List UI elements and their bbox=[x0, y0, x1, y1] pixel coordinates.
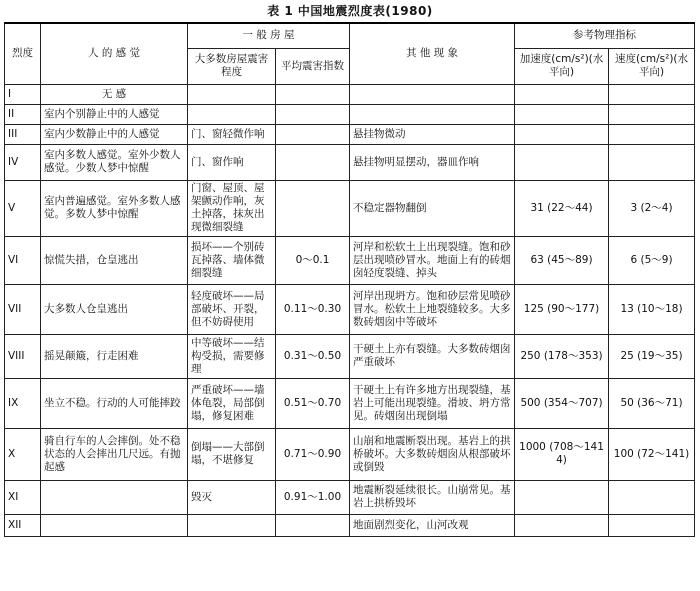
cell-damage: 门、窗作响 bbox=[188, 144, 276, 180]
cell-damage: 损坏——个别砖瓦掉落、墙体微细裂缝 bbox=[188, 236, 276, 284]
cell-accel: 1000 (708～1414) bbox=[515, 428, 609, 480]
cell-other: 山崩和地震断裂出现。基岩上的拱桥破坏。大多数砖烟囱从根部破坏或倒毁 bbox=[350, 428, 515, 480]
header-feeling: 人 的 感 觉 bbox=[41, 23, 188, 84]
cell-other: 河岸和松软土上出现裂缝。饱和砂层出现喷砂冒水。地面上有的砖烟囱轻度裂缝、掉头 bbox=[350, 236, 515, 284]
cell-feeling: 室内少数静止中的人感觉 bbox=[41, 124, 188, 144]
table-row bbox=[5, 480, 695, 514]
cell-intensity: VII bbox=[5, 284, 41, 334]
table-row bbox=[5, 236, 695, 284]
cell-feeling: 摇晃颠簸，行走困难 bbox=[41, 334, 188, 378]
cell-accel: 500 (354～707) bbox=[515, 378, 609, 428]
cell-intensity: III bbox=[5, 124, 41, 144]
cell-accel: 125 (90～177) bbox=[515, 284, 609, 334]
cell-velocity: 25 (19～35) bbox=[609, 334, 695, 378]
cell-damage bbox=[188, 514, 276, 536]
cell-index bbox=[276, 144, 350, 180]
cell-intensity: IV bbox=[5, 144, 41, 180]
cell-feeling: 惊慌失措，仓皇逃出 bbox=[41, 236, 188, 284]
cell-other bbox=[350, 84, 515, 104]
cell-accel bbox=[515, 514, 609, 536]
cell-feeling: 无 感 bbox=[41, 84, 188, 104]
cell-damage: 轻度破坏——局部破坏、开裂，但不妨碍使用 bbox=[188, 284, 276, 334]
cell-other: 地震断裂延续很长。山崩常见。基岩上拱桥毁坏 bbox=[350, 480, 515, 514]
cell-accel bbox=[515, 124, 609, 144]
cell-accel: 63 (45～89) bbox=[515, 236, 609, 284]
cell-index bbox=[276, 104, 350, 124]
cell-other: 悬挂物明显摆动，器皿作响 bbox=[350, 144, 515, 180]
cell-index bbox=[276, 124, 350, 144]
cell-velocity bbox=[609, 84, 695, 104]
cell-intensity: I bbox=[5, 84, 41, 104]
table-title: 表 1 中国地震烈度表(1980) bbox=[267, 4, 433, 18]
cell-damage bbox=[188, 104, 276, 124]
cell-velocity bbox=[609, 514, 695, 536]
cell-intensity: X bbox=[5, 428, 41, 480]
table-row bbox=[5, 180, 695, 236]
cell-intensity: V bbox=[5, 180, 41, 236]
cell-velocity bbox=[609, 104, 695, 124]
cell-damage: 毁灭 bbox=[188, 480, 276, 514]
cell-velocity: 6 (5～9) bbox=[609, 236, 695, 284]
cell-index: 0.71～0.90 bbox=[276, 428, 350, 480]
cell-other: 不稳定器物翻倒 bbox=[350, 180, 515, 236]
header-accel: 加速度(cm/s²)(水平向) bbox=[515, 48, 609, 84]
table-row bbox=[5, 104, 695, 124]
cell-index: 0～0.1 bbox=[276, 236, 350, 284]
cell-other: 地面剧烈变化，山河改观 bbox=[350, 514, 515, 536]
header-physical: 参考物理指标 bbox=[515, 23, 695, 48]
table-row bbox=[5, 334, 695, 378]
cell-intensity: VIII bbox=[5, 334, 41, 378]
cell-index bbox=[276, 514, 350, 536]
cell-damage: 门窗、屋顶、屋架颤动作响，灰土掉落，抹灰出现微细裂缝 bbox=[188, 180, 276, 236]
table-row bbox=[5, 514, 695, 536]
cell-accel bbox=[515, 144, 609, 180]
cell-velocity bbox=[609, 144, 695, 180]
cell-feeling bbox=[41, 514, 188, 536]
cell-damage: 中等破坏——结构受损，需要修理 bbox=[188, 334, 276, 378]
cell-intensity: XII bbox=[5, 514, 41, 536]
cell-intensity: II bbox=[5, 104, 41, 124]
intensity-table bbox=[4, 22, 695, 537]
cell-index: 0.91～1.00 bbox=[276, 480, 350, 514]
header-intensity: 烈度 bbox=[5, 23, 41, 84]
cell-damage: 倒塌——大部倒塌，不堪修复 bbox=[188, 428, 276, 480]
table-row bbox=[5, 124, 695, 144]
cell-other: 河岸出现坍方。饱和砂层常见喷砂冒水。松软土上地裂缝较多。大多数砖烟囱中等破坏 bbox=[350, 284, 515, 334]
cell-accel: 250 (178～353) bbox=[515, 334, 609, 378]
cell-feeling bbox=[41, 480, 188, 514]
cell-index: 0.11～0.30 bbox=[276, 284, 350, 334]
cell-accel: 31 (22～44) bbox=[515, 180, 609, 236]
cell-velocity: 3 (2～4) bbox=[609, 180, 695, 236]
cell-feeling: 室内多数人感觉。室外少数人感觉。少数人梦中惊醒 bbox=[41, 144, 188, 180]
header-houses: 一 般 房 屋 bbox=[188, 23, 350, 48]
cell-intensity: IX bbox=[5, 378, 41, 428]
header-house-index: 平均震害指数 bbox=[276, 48, 350, 84]
cell-feeling: 坐立不稳。行动的人可能摔跤 bbox=[41, 378, 188, 428]
cell-index: 0.31～0.50 bbox=[276, 334, 350, 378]
cell-index bbox=[276, 84, 350, 104]
cell-intensity: VI bbox=[5, 236, 41, 284]
cell-velocity: 13 (10～18) bbox=[609, 284, 695, 334]
cell-feeling: 骑自行车的人会摔倒。处不稳状态的人会摔出几尺远。有抛起感 bbox=[41, 428, 188, 480]
cell-velocity: 50 (36～71) bbox=[609, 378, 695, 428]
cell-damage bbox=[188, 84, 276, 104]
cell-intensity: XI bbox=[5, 480, 41, 514]
cell-feeling: 室内普遍感觉。室外多数人感觉。多数人梦中惊醒 bbox=[41, 180, 188, 236]
cell-other: 悬挂物微动 bbox=[350, 124, 515, 144]
cell-damage: 严重破坏——墙体龟裂，局部倒塌，修复困难 bbox=[188, 378, 276, 428]
cell-feeling: 室内个别静止中的人感觉 bbox=[41, 104, 188, 124]
cell-other: 干硬土上有许多地方出现裂缝，基岩上可能出现裂缝。滑坡、坍方常见。砖烟囱出现倒塌 bbox=[350, 378, 515, 428]
cell-other bbox=[350, 104, 515, 124]
cell-feeling: 大多数人仓皇逃出 bbox=[41, 284, 188, 334]
cell-index bbox=[276, 180, 350, 236]
cell-other: 干硬土上亦有裂缝。大多数砖烟囱严重破坏 bbox=[350, 334, 515, 378]
cell-velocity bbox=[609, 480, 695, 514]
table-row bbox=[5, 144, 695, 180]
table-row bbox=[5, 84, 695, 104]
cell-velocity: 100 (72～141) bbox=[609, 428, 695, 480]
cell-accel bbox=[515, 104, 609, 124]
cell-damage: 门、窗轻微作响 bbox=[188, 124, 276, 144]
table-row bbox=[5, 284, 695, 334]
cell-accel bbox=[515, 480, 609, 514]
header-velocity: 速度(cm/s²)(水平向) bbox=[609, 48, 695, 84]
header-house-damage: 大多数房屋震害程度 bbox=[188, 48, 276, 84]
cell-index: 0.51～0.70 bbox=[276, 378, 350, 428]
cell-accel bbox=[515, 84, 609, 104]
header-other: 其 他 现 象 bbox=[350, 23, 515, 84]
table-row bbox=[5, 428, 695, 480]
cell-velocity bbox=[609, 124, 695, 144]
table-row bbox=[5, 378, 695, 428]
table-body bbox=[5, 84, 695, 536]
